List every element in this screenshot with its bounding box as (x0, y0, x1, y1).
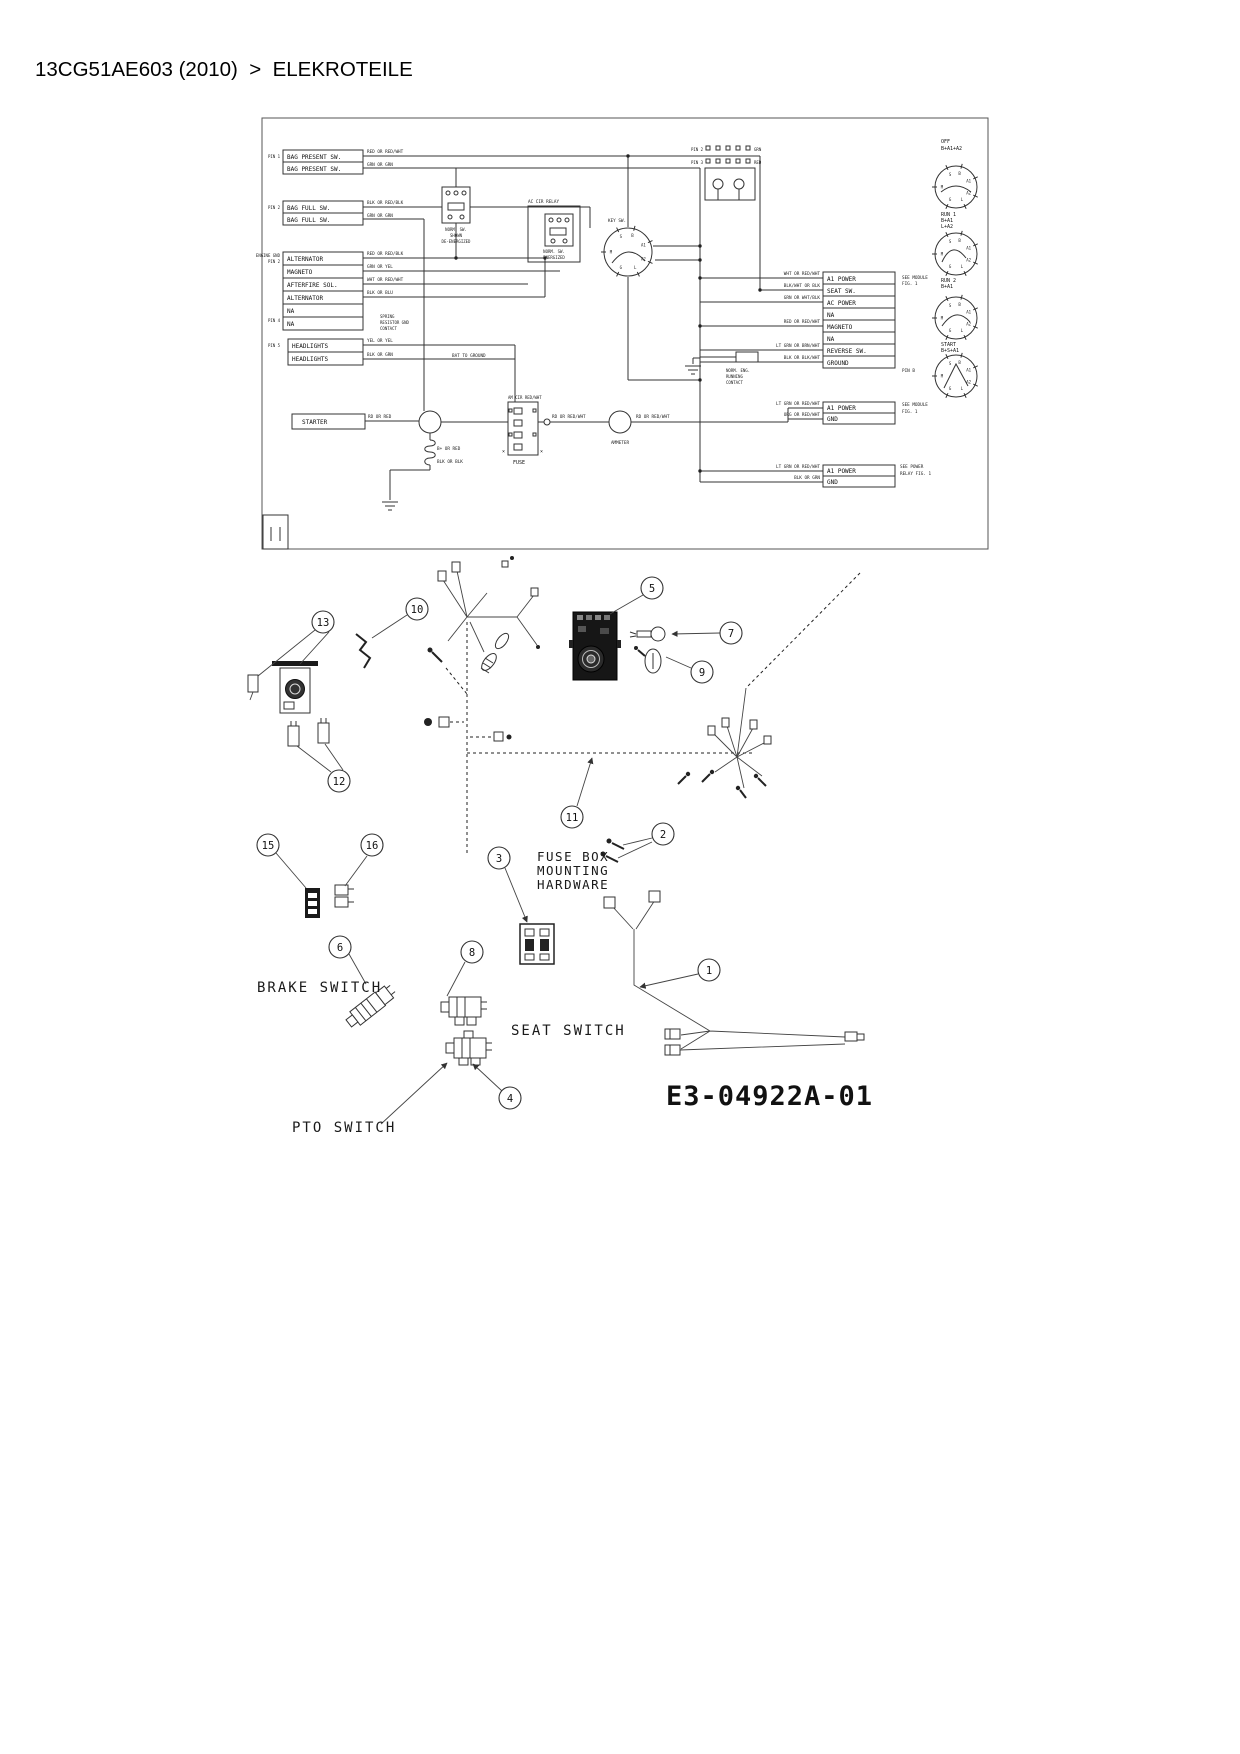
callout-7 (720, 622, 742, 644)
relay-2-title: AC CIR RELAY (528, 200, 560, 205)
component-box-label: NA (287, 308, 295, 315)
callout-6 (329, 936, 351, 958)
svg-text:BLK OR GRN: BLK OR GRN (367, 353, 393, 358)
svg-text:RUN 2: RUN 2 (941, 278, 957, 284)
svg-text:L: L (960, 264, 964, 270)
pto-switch-label: PTO SWITCH (292, 1120, 397, 1136)
svg-text:GRN OR GRN: GRN OR GRN (367, 214, 393, 219)
svg-text:RED: RED (754, 160, 762, 165)
svg-text:A1: A1 (640, 242, 646, 248)
parts-diagram (248, 556, 873, 1136)
svg-text:10: 10 (410, 604, 424, 616)
svg-text:FIG. 1: FIG. 1 (902, 282, 918, 287)
svg-text:WHT OR RED/WHT: WHT OR RED/WHT (367, 278, 404, 283)
svg-text:SEAT SW.: SEAT SW. (827, 288, 856, 295)
svg-text:S: S (948, 302, 952, 308)
svg-text:ENERGIZED: ENERGIZED (543, 255, 565, 260)
ignition-key-7 (630, 627, 665, 641)
svg-text:RELAY FIG. 1: RELAY FIG. 1 (900, 472, 932, 477)
component-box-label: HEADLIGHTS (292, 343, 329, 350)
callout-5 (641, 577, 663, 599)
harness-routing (446, 573, 860, 855)
component-box-label: NA (287, 321, 295, 328)
svg-text:B+ OR RED: B+ OR RED (437, 447, 461, 452)
svg-text:GRN OR YEL: GRN OR YEL (367, 265, 393, 270)
component-box-label: HEADLIGHTS (292, 356, 329, 363)
svg-text:NA: NA (827, 336, 835, 343)
wiring-diagram (256, 118, 988, 549)
svg-text:M: M (940, 184, 944, 190)
svg-text:A1: A1 (966, 309, 972, 315)
svg-text:NORM. SW.: NORM. SW. (543, 249, 565, 254)
svg-text:GRN OR WHT/BLK: GRN OR WHT/BLK (783, 296, 820, 301)
svg-text:REVERSE SW.: REVERSE SW. (827, 348, 867, 355)
svg-text:16: 16 (365, 840, 379, 852)
svg-text:RED OR RED/BLK: RED OR RED/BLK (367, 252, 404, 257)
svg-text:LT GRN OR BRN/WHT: LT GRN OR BRN/WHT (776, 344, 820, 349)
svg-text:11: 11 (565, 812, 579, 824)
svg-text:NORM. SW.: NORM. SW. (445, 227, 467, 232)
inline-connector (691, 146, 762, 200)
svg-text:CONTACT: CONTACT (380, 326, 397, 331)
main-harness-1 (604, 891, 864, 1055)
svg-text:BLK OR RED/BLK: BLK OR RED/BLK (367, 201, 404, 206)
svg-text:×: × (502, 449, 506, 455)
seat-switch-part (441, 997, 487, 1025)
ignition-key-9 (634, 646, 661, 673)
svg-text:PIN 2: PIN 2 (690, 147, 703, 152)
harness-connectors-12 (288, 718, 329, 746)
svg-text:M: M (609, 249, 613, 255)
svg-text:S: S (948, 171, 952, 177)
svg-text:NORM. ENG.: NORM. ENG. (726, 368, 751, 373)
svg-text:PIN 3: PIN 3 (690, 160, 703, 165)
brake-switch-label: BRAKE SWITCH (257, 980, 383, 996)
svg-text:L+A2: L+A2 (941, 224, 954, 230)
svg-text:S: S (948, 360, 952, 366)
svg-text:B+S+A1: B+S+A1 (941, 348, 960, 354)
svg-text:DE-ENERGIZED: DE-ENERGIZED (441, 239, 471, 244)
callout-13 (312, 611, 334, 633)
svg-text:B: B (958, 359, 961, 365)
svg-text:LT GRN OR RED/WHT: LT GRN OR RED/WHT (776, 402, 820, 407)
svg-text:PIN 4: PIN 4 (267, 318, 280, 323)
battery-symbol (263, 515, 288, 549)
component-box-label: BAG PRESENT SW. (287, 154, 342, 161)
right-terminal-stack (823, 272, 931, 487)
svg-text:PIN 5: PIN 5 (267, 343, 280, 348)
svg-text:WHT OR RED/WHT: WHT OR RED/WHT (783, 272, 820, 277)
svg-text:8: 8 (468, 947, 476, 959)
svg-text:A1: A1 (966, 178, 972, 184)
svg-text:SEE MODULE: SEE MODULE (902, 403, 928, 408)
svg-text:3: 3 (495, 853, 503, 865)
ground-symbols (380, 314, 758, 510)
svg-text:B+A1+A2: B+A1+A2 (941, 146, 963, 152)
svg-text:AM CIR RED/WHT: AM CIR RED/WHT (508, 395, 542, 400)
svg-text:AC POWER: AC POWER (827, 300, 856, 307)
svg-text:7: 7 (727, 628, 735, 640)
svg-text:B: B (958, 237, 961, 243)
component-box-label: AFTERFIRE SOL. (287, 282, 338, 289)
svg-text:A1: A1 (966, 367, 972, 373)
callout-10 (406, 598, 428, 620)
svg-text:13: 13 (316, 617, 330, 629)
left-component-boxes (283, 150, 365, 429)
svg-text:A2: A2 (966, 321, 972, 327)
svg-text:G: G (948, 328, 952, 334)
svg-text:5: 5 (648, 583, 656, 595)
svg-text:9: 9 (698, 667, 706, 679)
svg-text:A1 POWER: A1 POWER (827, 405, 856, 412)
svg-text:AMMETER: AMMETER (610, 441, 630, 446)
svg-text:L: L (633, 264, 637, 270)
svg-text:2: 2 (659, 829, 667, 841)
connector-16 (335, 885, 354, 907)
callout-11 (561, 806, 583, 828)
pin-notes (256, 154, 281, 348)
svg-text:PIN B: PIN B (902, 369, 915, 374)
callout-16 (361, 834, 383, 856)
fuse-box-label: FUSE BOX (537, 849, 610, 864)
svg-text:A2: A2 (640, 256, 646, 262)
svg-text:B: B (958, 301, 961, 307)
svg-text:SHOWN: SHOWN (449, 233, 463, 238)
svg-text:PIN 2: PIN 2 (267, 205, 280, 210)
ammeter (609, 411, 631, 446)
svg-text:MAGNETO: MAGNETO (827, 324, 853, 331)
svg-text:6: 6 (336, 942, 344, 954)
callout-8 (461, 941, 483, 963)
callout-9 (691, 661, 713, 683)
svg-text:GRN: GRN (754, 147, 762, 152)
svg-text:BLK OR BLK/WHT: BLK OR BLK/WHT (783, 356, 820, 361)
harness-hub-right (678, 688, 771, 798)
harness-hub-left (424, 556, 540, 741)
fuse-box-label: MOUNTING (537, 863, 610, 878)
svg-text:L: L (960, 328, 964, 334)
callout-12 (328, 770, 350, 792)
svg-text:A1 POWER: A1 POWER (827, 276, 856, 283)
svg-text:LT GRN OR RED/WHT: LT GRN OR RED/WHT (776, 465, 820, 470)
seat-switch-label: SEAT SWITCH (511, 1023, 626, 1039)
starter-terminal (419, 411, 441, 433)
svg-text:G: G (948, 386, 952, 392)
svg-text:B: B (958, 170, 961, 176)
mounting-bracket (356, 634, 370, 668)
callout-4 (499, 1087, 521, 1109)
svg-text:M: M (940, 373, 944, 379)
svg-text:GND: GND (827, 479, 838, 486)
svg-text:A2: A2 (966, 257, 972, 263)
fuse-15 (305, 888, 320, 918)
callout-2 (652, 823, 674, 845)
svg-text:G: G (948, 264, 952, 270)
svg-text:CONTACT: CONTACT (726, 380, 743, 385)
svg-text:BLK OR BLU: BLK OR BLU (367, 291, 393, 296)
component-box-label: ALTERNATOR (287, 295, 324, 302)
svg-text:RD OR RED: RD OR RED (368, 415, 392, 420)
svg-text:RD OR RED/WHT: RD OR RED/WHT (636, 415, 670, 420)
svg-text:M: M (940, 251, 944, 257)
component-box-label: STARTER (302, 419, 328, 426)
component-box-label: MAGNETO (287, 269, 313, 276)
fuse-label: FUSE (513, 460, 526, 466)
svg-text:OFF: OFF (941, 139, 951, 145)
svg-text:GROUND: GROUND (827, 360, 849, 367)
svg-text:BLK OR BLK: BLK OR BLK (437, 460, 463, 465)
svg-text:RED OR RED/WHT: RED OR RED/WHT (783, 320, 820, 325)
component-box-label: ALTERNATOR (287, 256, 324, 263)
svg-text:RUN 1: RUN 1 (941, 212, 957, 218)
svg-text:S: S (619, 234, 623, 240)
callout-1 (698, 959, 720, 981)
pto-switch-part (446, 1031, 492, 1065)
relay-1 (442, 187, 471, 244)
svg-text:GRN OR GRN: GRN OR GRN (367, 163, 393, 168)
ignition-panel (248, 661, 318, 713)
svg-text:S: S (948, 238, 952, 244)
svg-text:B: B (631, 233, 634, 239)
svg-text:PIN 2: PIN 2 (267, 259, 280, 264)
svg-text:A1: A1 (966, 245, 972, 251)
page-title: 13CG51AE603 (2010) > ELEKROTEILE (35, 58, 413, 81)
svg-text:RUNNING: RUNNING (726, 374, 743, 379)
key-switch (601, 218, 652, 276)
svg-text:12: 12 (332, 776, 346, 788)
callout-15 (257, 834, 279, 856)
svg-text:1: 1 (705, 965, 713, 977)
svg-text:ENGINE GND: ENGINE GND (255, 253, 280, 258)
svg-text:RESISTOR GND: RESISTOR GND (380, 320, 409, 325)
svg-text:GND: GND (827, 416, 838, 423)
svg-text:PIN 1: PIN 1 (267, 154, 280, 159)
svg-text:YEL OR YEL: YEL OR YEL (367, 339, 393, 344)
junction-terminal (544, 419, 550, 425)
svg-text:BAT TO GROUND: BAT TO GROUND (452, 354, 486, 359)
svg-text:ORG OR RED/WHT: ORG OR RED/WHT (783, 413, 820, 418)
fuse-block (502, 402, 543, 466)
svg-text:A1 POWER: A1 POWER (827, 468, 856, 475)
svg-text:SEE POWER: SEE POWER (900, 465, 924, 470)
fuse-box-3 (520, 924, 554, 964)
relay-2 (528, 199, 580, 262)
key-switch-module (569, 612, 621, 680)
component-box-label: BAG FULL SW. (287, 205, 331, 212)
svg-text:SPRING: SPRING (380, 314, 395, 319)
component-box-label: BAG FULL SW. (287, 217, 331, 224)
svg-text:G: G (619, 264, 623, 270)
svg-text:RED OR RED/WHT: RED OR RED/WHT (367, 150, 404, 155)
svg-text:START: START (941, 342, 957, 348)
svg-text:L: L (960, 386, 964, 392)
svg-text:RD OR RED/WHT: RD OR RED/WHT (552, 415, 586, 420)
wires (363, 154, 823, 500)
svg-text:4: 4 (506, 1093, 514, 1105)
svg-text:NA: NA (827, 312, 835, 319)
callout-3 (488, 847, 510, 869)
svg-text:BLK/WHT OR BLK: BLK/WHT OR BLK (783, 284, 820, 289)
part-number: E3-04922A-01 (666, 1081, 874, 1112)
svg-text:L: L (960, 197, 964, 203)
svg-text:×: × (540, 449, 544, 455)
svg-text:SEE MODULE: SEE MODULE (902, 276, 928, 281)
svg-text:B+A1: B+A1 (941, 218, 954, 224)
fuse-box-label: HARDWARE (537, 877, 610, 892)
svg-text:B+A1: B+A1 (941, 284, 954, 290)
svg-text:15: 15 (261, 840, 275, 852)
key-switch-label: KEY SW. (608, 219, 627, 224)
svg-text:G: G (948, 197, 952, 203)
svg-text:A2: A2 (966, 190, 972, 196)
component-box-label: BAG PRESENT SW. (287, 166, 342, 173)
svg-text:FIG. 1: FIG. 1 (902, 410, 918, 415)
svg-text:A2: A2 (966, 379, 972, 385)
svg-text:M: M (940, 315, 944, 321)
svg-text:BLK OR GRN: BLK OR GRN (794, 476, 820, 481)
